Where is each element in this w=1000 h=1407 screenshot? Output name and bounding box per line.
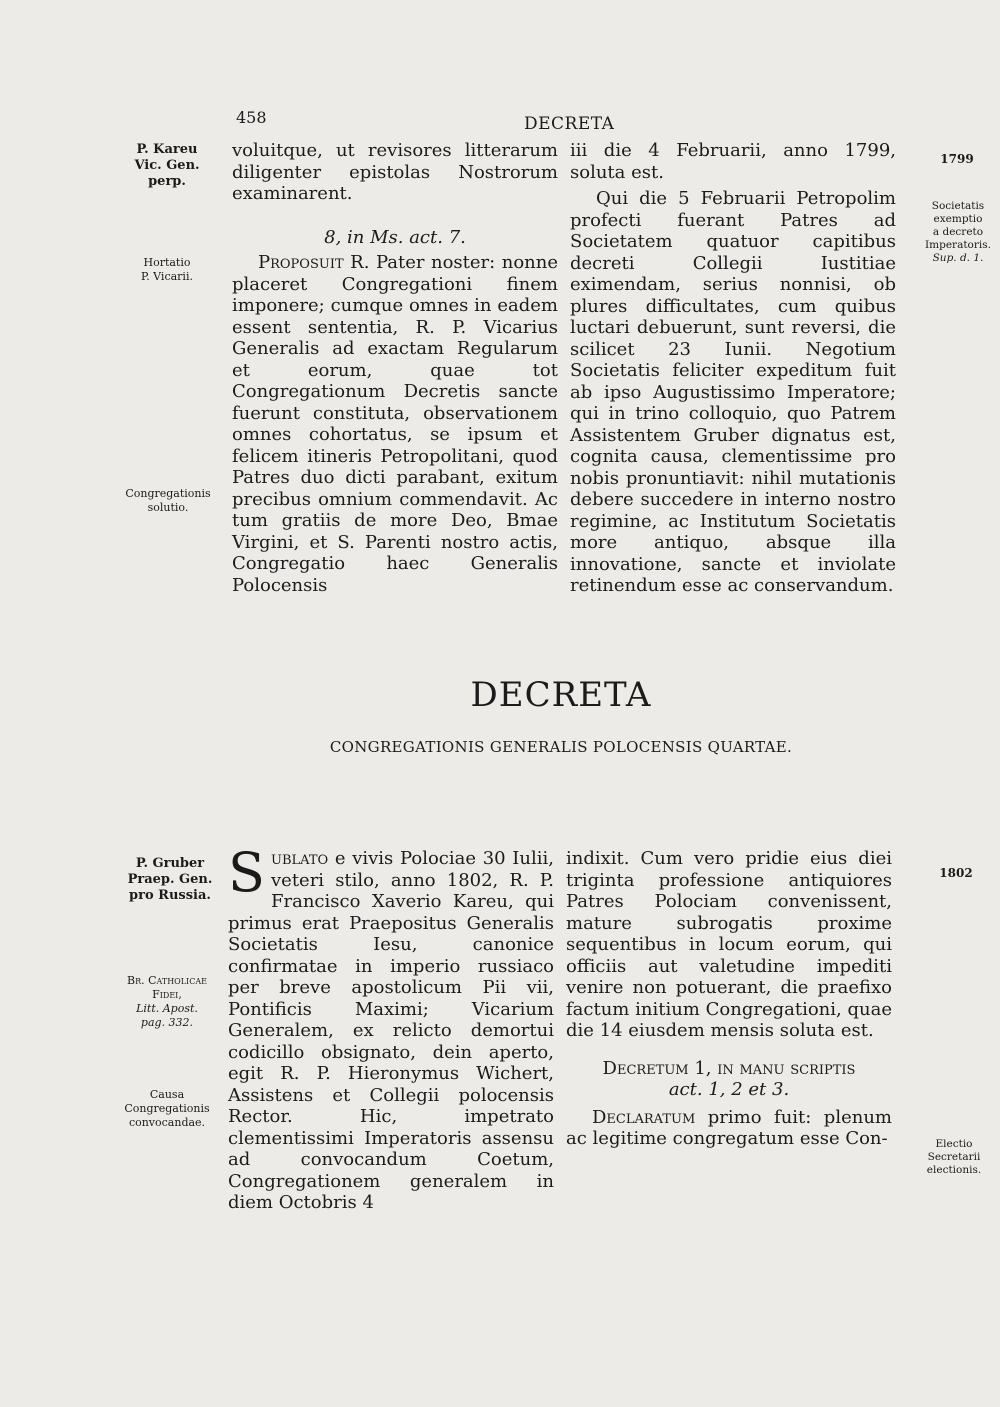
lead-word: Declaratum bbox=[592, 1106, 696, 1128]
margin-line: perp. bbox=[148, 174, 186, 189]
margin-note-gruber bbox=[122, 856, 218, 904]
margin-line: Imperatoris. bbox=[925, 239, 991, 251]
paragraph bbox=[228, 841, 554, 1214]
paragraph: Qui die 5 Februarii Petropolim profecti fuerant Patres ad Societatem quatuor capitibus decreti Collegii Iustitiae eximendam, serius nonnisi, ob plures difficultates, cum quibus luctari debuerunt, sunt reversi, die scilicet 23 Iunii. Negotium Societatis feliciter expeditum fuit ab ipso Augustissimo Imperatore; qui in trino colloquio, quo Patrem Assistentem Gruber dignatus est, cognita causa, clementissime pro nobis pronuntiavit: nihil mutationis debere succedere in interno nostro regimine, ac Institutum Societatis more antiquo, absque illa innovatione, sancte et inviolate retinendum esse ac conservandum. bbox=[570, 188, 896, 596]
margin-note-exemptio bbox=[920, 200, 996, 265]
top-right-column bbox=[570, 140, 896, 597]
margin-line: P. Vicarii. bbox=[141, 270, 193, 283]
margin-line: Fidei, bbox=[152, 988, 182, 1001]
margin-line: Secretarii bbox=[927, 1151, 981, 1163]
margin-line: Congregationis bbox=[125, 487, 211, 500]
paragraph: voluitque, ut revisores litterarum diligenter epistolas Nostrorum examinarent. bbox=[232, 140, 558, 204]
margin-line: Vic. Gen. bbox=[134, 158, 200, 173]
paragraph-text: R. Pater noster: nonne placeret Congregationi finem imponere; cumque omnes in eadem essent sententia, R. P. Vicarius Generalis ad exactam Regularum et eorum, quae tot Congregationum Decretis sancte fuerunt constituta, observationem omnes cohortatus, se ipsum et felicem itineris Petropolitani, quod Patres duo dicti parabant, exitum precibus omnium commendavit. Ac tum gratiis de more Deo, Bmae Virgini, et S. Parenti nostro actis, Congregatio haec Generalis Polocensis bbox=[232, 252, 558, 596]
margin-line: convocandae. bbox=[128, 1116, 206, 1129]
margin-line: solutio. bbox=[147, 501, 189, 514]
paragraph bbox=[566, 1107, 892, 1150]
decree-heading-2: act. 1, 2 et 3. bbox=[668, 1079, 790, 1100]
margin-note-electio bbox=[916, 1138, 992, 1177]
margin-line: a decreto bbox=[932, 226, 984, 238]
top-left-column bbox=[232, 140, 558, 596]
section-title: DECRETA bbox=[470, 675, 652, 715]
paragraph bbox=[232, 252, 558, 596]
bottom-right-column bbox=[566, 848, 892, 1150]
paragraph-text: primo fuit: plenum ac legitime congregatum esse Con- bbox=[566, 1106, 892, 1149]
margin-line: exemptio bbox=[933, 213, 983, 225]
margin-line: Br. Catholicae bbox=[127, 974, 207, 987]
margin-line: pro Russia. bbox=[129, 888, 211, 903]
lead-word: ublato bbox=[271, 848, 329, 869]
decree-heading-text: Decretum 1, in manu scriptis bbox=[602, 1057, 856, 1079]
section-subtitle: CONGREGATIONIS GENERALIS POLOCENSIS QUARTAE. bbox=[329, 738, 793, 756]
margin-line: Litt. Apost. bbox=[136, 1002, 198, 1015]
margin-year-1799: 1799 bbox=[940, 152, 974, 166]
margin-year-1802: 1802 bbox=[939, 866, 973, 880]
margin-line: Electio bbox=[935, 1138, 973, 1150]
margin-line: Societatis bbox=[931, 200, 985, 212]
margin-line: Hortatio bbox=[143, 256, 191, 269]
lead-word: Proposuit bbox=[258, 252, 344, 273]
decree-heading bbox=[566, 1058, 892, 1080]
drop-cap: S bbox=[228, 841, 265, 904]
section-heading: 8, in Ms. act. 7. bbox=[324, 226, 466, 248]
page-number: 458 bbox=[236, 108, 267, 127]
margin-line: Sup. d. 1. bbox=[932, 252, 984, 264]
margin-line: P. Gruber bbox=[135, 856, 205, 871]
margin-line: pag. 332. bbox=[140, 1016, 194, 1029]
margin-line: Praep. Gen. bbox=[127, 872, 213, 887]
margin-line: Congregationis bbox=[124, 1102, 210, 1115]
paragraph-text: e vivis Polociae 30 Iulii, veteri stilo, anno 1802, R. P. Francisco Xaverio Kareu, qui primus erat Praepositus Generalis Societatis Iesu, canonice confirmatae in imperio russiaco per breve apostolicum Pii vii, Pontificis Maximi; Vicarium Generalem, ex relicto demortui codicillo obsignato, dein aperto, egit R. P. Hieronymus Wichert, Assistens et Collegii polocensis Rector. Hic, impetrato clementissimi Imperatoris assensu ad convocandum Coetum, Congregationem generalem in diem Octobris 4 bbox=[228, 848, 554, 1213]
margin-line: Causa bbox=[149, 1088, 185, 1101]
bottom-left-column bbox=[228, 841, 554, 1214]
paragraph: indixit. Cum vero pridie eius diei triginta professione antiquiores Patres Polociam convenissent, mature subrogatis proxime sequentibus in locum eorum, qui officiis aut valetudine impediti venire non potuerant, die praefixo factum initium Congregationi, quae die 14 eiusdem mensis soluta est. bbox=[566, 848, 892, 1041]
margin-note-kareu bbox=[122, 142, 212, 190]
margin-note-solutio bbox=[116, 487, 220, 515]
paragraph: iii die 4 Februarii, anno 1799, soluta est. bbox=[570, 140, 896, 183]
margin-note-breve bbox=[114, 974, 220, 1030]
margin-line: P. Kareu bbox=[136, 142, 198, 157]
margin-note-hortatio bbox=[122, 256, 212, 284]
running-title: DECRETA bbox=[524, 114, 615, 134]
margin-line: electionis. bbox=[926, 1164, 982, 1176]
margin-note-causa bbox=[114, 1088, 220, 1130]
